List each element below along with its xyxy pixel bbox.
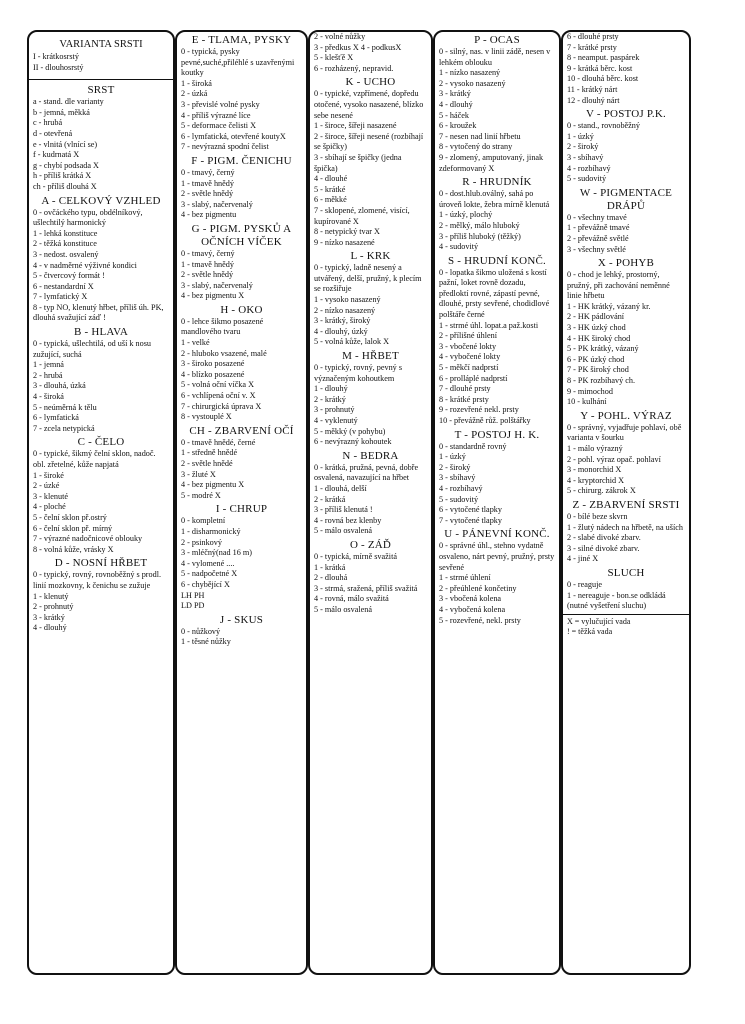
code-entry: 6 - chybějící X [181,579,230,589]
section-heading: L - KRK [350,250,391,263]
code-entry: 2 - převážně světlé [567,233,629,243]
code-entry: 8 - vystouplé X [181,412,232,422]
code-entry: 2 - úzké [33,481,60,491]
code-entry: 2 - široce, šířeji nesené (rozbíhají se špičky) [314,131,424,152]
code-entry: 4 - bez pigmentu X [181,480,245,490]
code-entry: 4 - příliš výrazné líce [181,110,251,120]
section-heading: V - POSTOJ P.K. [586,108,666,121]
code-entry: 5 - volná oční víčka X [181,380,254,390]
code-entry: 0 - typické, vzpřímené, dopředu otočené, vysoko nasazené, blízko sebe nesené [314,89,424,120]
code-entry: 1 - velké [181,338,210,348]
code-entry: 5 - chirurg. zákrok X [567,486,636,496]
code-entry: 3 - příliš klenutá ! [314,505,373,515]
code-entry: 1 - strmé úhlení [439,573,491,583]
code-entry: b - jemná, měkká [33,107,90,117]
code-entry: 2 - nízko nasazený [314,305,376,315]
code-entry: 1 - nízko nasazený [439,68,501,78]
code-entry: 10 - převážně růž. polštářky [439,416,531,425]
code-entry: 1 - HK krátký, vázaný kr. [567,301,651,311]
code-entry: 3 - slabý, načervenalý [181,280,253,290]
code-entry: 4 - dlouhý [439,99,473,109]
code-entry: 1 - nereaguje - bon.se odkládá (nutné vyšetření sluchu) [567,590,666,611]
section-heading: B - HLAVA [74,326,128,339]
code-entry: 4 - bez pigmentu [181,210,237,220]
section-heading: P - OCAS [474,34,520,46]
code-entry: 5 - modré X [181,490,221,500]
code-entry: II - dlouhosrstý [33,62,84,72]
code-entry: 2 - prohnutý [33,602,74,612]
code-entry: 0 - reaguje [567,579,603,589]
code-entry: 8 - netypický tvar X [314,227,380,237]
code-entry: 0 - typická, ušlechtilá, od uší k nosu zužující, suchá [33,339,152,359]
section-heading: VARIANTA SRSTI [59,39,143,50]
code-entry: LD PD [181,601,205,611]
code-entry: 2 - přeúhlené končetiny [439,583,517,593]
code-entry: 4 - blízko posazené [181,369,245,379]
code-entry: 7 - dlouhé prsty [439,384,491,394]
code-entry: 3 - předkus X 4 - podkusX [314,42,402,52]
code-entry: 0 - stand., rovnoběžný [567,121,640,131]
code-entry: 0 - typická, pysky pevné,suché,přiléhlé s uzavřenými koutky [181,47,295,78]
code-entry: 5 - rozevřené, nekl. prsty [439,615,521,625]
code-entry: 4 - kryptorchid X [567,475,625,485]
code-entry: 9 - nízko nasazené [314,237,375,247]
code-entry: 4 - v nadměrné výživné kondici [33,260,137,270]
code-entry: 4 - rozbíhavý [567,163,611,173]
code-entry: 2 - světle hnědé [181,459,233,468]
section-heading: O - ZÁĎ [349,538,392,551]
code-entry: 5 - málo osvalená [314,526,372,536]
code-entry: 6 - PK úzký chod [567,354,625,364]
code-entry: 3 - převislé volné pysky [181,99,260,109]
code-entry: 1 - dlouhá, delší [314,483,367,493]
code-entry: 5 - klešťě X [314,53,354,63]
code-entry: 6 - vchlípená oční v. X [181,391,256,401]
code-entry: 0 - kompletní [181,516,226,526]
code-entry: 1 - dlouhý [314,384,348,394]
column-1 [27,30,175,975]
code-entry: 2 - mělký, málo hluboký [439,220,520,230]
code-entry: 8 - neamput. paspárek [567,53,640,63]
code-entry: 6 - kroužek [439,121,477,131]
code-entry: 7 - nesen nad linií hřbetu [439,131,521,141]
code-entry: 1 - krátká [314,562,346,572]
code-entry: 5 - krátké [314,184,346,194]
section-heading: F - PIGM. ČENICHU [191,154,292,167]
code-entry: 8 - PK rozbíhavý ch. [567,376,635,386]
code-entry: 1 - široká [181,78,212,88]
code-entry: 0 - nůžkový [181,626,221,636]
code-entry: 4 - široká [33,392,64,402]
column-3 [308,30,433,975]
code-entry: 1 - klenutý [33,591,69,601]
section-heading: CH - ZBARVENÍ OČÍ [189,424,294,437]
code-entry: 7 - krátké prsty [567,42,617,52]
legend-box [563,614,689,638]
code-entry: 5 - deformace čelisti X [181,121,257,131]
code-entry: d - otevřená [33,128,73,138]
code-entry: 0 - silný, nas. v linii zádě, nesen v lehkém oblouku [439,47,551,67]
code-entry: 4 - vyklenutý [314,416,358,425]
code-entry: 2 - hluboko vsazené, malé [181,348,267,358]
code-entry: 1 - úzký [439,452,466,462]
code-entry: 2 - psinkový [181,537,222,547]
column-4 [433,30,561,975]
section-heading: N - BEDRA [342,449,399,462]
code-entry: 1 - tmavě hnědý [181,178,234,188]
code-entry: 1 - žlutý nádech na hřbetě, na uších [567,522,683,532]
code-entry: 0 - typický, rovný, rovnoběžný s prodl. linií mozkovny, k čenichu se zužuje [33,570,162,590]
code-entry: a - stand. dle varianty [33,97,104,107]
code-entry: 3 - silné divoké zbarv. [567,543,640,553]
code-entry: 6 - prolláplé nadprstí [439,373,508,383]
code-entry: 8 - volná kůže, vrásky X [33,544,114,554]
section-heading: H - OKO [220,303,263,316]
code-entry: 2 - vysoko nasazený [439,78,506,88]
code-entry: 0 - standardně rovný [439,441,507,451]
code-entry: 1 - vysoko nasazený [314,295,381,305]
code-entry: 4 - vybočená kolena [439,604,506,614]
code-entry: 4 - jiné X [567,554,599,564]
code-entry: 1 - převážně tmavé [567,223,630,233]
code-entry: 1 - lehká konstituce [33,228,98,238]
code-entry: 3 - krátký, široký [314,316,371,326]
code-entry: 1 - tmavě hnědý [181,259,234,269]
code-entry: 5 - málo osvalená [314,604,372,614]
code-entry: 9 - rozevřené nekl. prsty [439,405,519,415]
code-entry: 2 - světle hnědý [181,189,234,199]
code-entry: 3 - vbočené lokty [439,341,497,351]
code-entry: 2 - krátká [314,494,346,504]
code-entry: 2 - dlouhá [314,573,348,583]
code-entry: 0 - tmavý, černý [181,167,235,177]
code-entry: 2 - světle hnědý [181,270,234,280]
code-entry: 5 - nadpočetné X [181,569,238,579]
code-entry: LH PH [181,590,205,600]
code-entry: 0 - typický, ladně nesený a utvářený, delší, pružný, k plecím se rozšiřuje [314,263,422,294]
code-entry: 8 - typ NO, klenutý hřbet, příliš úh. PK, dlouhá svažující záď ! [33,302,164,323]
code-entry: 10 - kulhání [567,397,607,407]
code-entry: 4 - rovná bez klenby [314,515,382,525]
code-entry: 2 - široký [439,462,471,472]
code-entry: 1 - úzký [567,131,594,141]
code-entry: 6 - nevýrazný kohoutek [314,437,392,447]
code-entry: I - krátkosrstý [33,52,79,61]
code-entry: 9 - zlomený, amputovaný, jinak zdeformovaný X [439,152,544,173]
code-entry: 3 - široko posazené [181,359,245,369]
code-entry: c - hrubá [33,118,63,128]
section-heading: M - HŘBET [342,350,399,363]
code-entry: 3 - slabý, načervenalý [181,199,253,209]
code-entry: 5 - měkký (v pohybu) [314,426,386,436]
code-entry: 4 - dlouhý, úzký [314,326,368,336]
code-entry: 0 - bílé beze skvrn [567,511,628,521]
code-entry: 11 - krátký nárt [567,84,618,94]
code-entry: 4 - HK široký chod [567,333,631,343]
section-heading: U - PÁNEVNÍ KONČ. [444,528,550,541]
code-entry: 6 - vytočené tlapky [439,505,502,515]
code-entry: 5 - sudovitý [439,494,479,504]
section-heading: X - POHYB [597,257,655,270]
code-entry: 0 - lehce šikmo posazené mandlového tvaru [181,316,264,337]
code-entry: 8 - krátké prsty [439,394,489,404]
code-entry: 1 - disharmonický [181,526,241,536]
code-entry: 2 - pohl. výraz opač. pohlaví [567,454,661,464]
section-heading: SLUCH [607,566,645,579]
code-entry: 2 - těžká konstituce [33,239,97,249]
section-heading: Z - ZBARVENÍ SRSTI [572,498,680,511]
code-entry: 3 - sbíhavý [439,473,476,483]
code-entry: 6 - nestandardní X [33,281,94,291]
code-entry: 5 - háček [439,110,470,120]
code-entry: 7 - zcela netypická [33,423,95,433]
code-entry: f - kudrnatá X [33,150,80,160]
code-entry: 0 - typický, rovný, pevný s význačeným kohoutkem [314,363,403,383]
code-entry: 6 - dlouhé prsty [567,32,619,41]
code-entry: 0 - lopatka šikmo uložená s kostí pažní, loket rovně dozadu, předloktí rovné, zápastí pevné, dlouhé, prsty sevřené, chodidlové polštáře černé [439,267,550,320]
code-entry: 3 - krátký [33,612,65,622]
code-entry: 0 - tmavě hnědé, černé [181,437,256,447]
code-entry: 8 - vytočený do strany [439,142,513,152]
code-entry: 3 - klenuté [33,491,69,501]
code-entry: 3 - HK úzký chod [567,323,626,333]
code-entry: 3 - všechny světlé [567,244,626,254]
code-entry: 5 - měkčí nadprstí [439,363,499,373]
code-entry: 12 - dlouhý nárt [567,95,620,105]
code-entry: 4 - dlouhé [314,174,348,184]
code-entry: 1 - široké [33,470,64,480]
code-entry: 6 - rozházený, nepravid. [314,63,394,73]
code-entry: 3 - sbíhavý [567,152,604,162]
code-entry: 5 - čelní sklon př.ostrý [33,512,107,522]
code-entry: 1 - málo výrazný [567,444,623,453]
code-entry: 6 - lymfatická [33,413,79,423]
code-entry: 0 - tmavý, černý [181,248,235,258]
code-entry: 2 - široký [567,142,599,152]
code-entry: 4 - vybočené lokty [439,352,501,362]
code-entry: e - vlnitá (vlnící se) [33,139,98,149]
column-5 [561,30,691,975]
code-entry: 2 - hrubá [33,370,63,380]
code-entry: 5 - čtvercový formát ! [33,271,105,281]
code-entry: 5 - volná kůže, lalok X [314,337,390,347]
column-2 [175,30,308,975]
code-entry: 0 - typické, šikmý čelní sklon, nadoč. obl. zřetelné, kůže napjatá [33,449,156,469]
section-heading: J - SKUS [219,613,264,626]
code-entry: 2 - přílišné úhlení [439,331,497,341]
code-entry: 3 - sbíhají se špičky (jedna špička) [314,152,402,173]
code-entry: 7 - sklopené, zlomené, visící, kupírované X [314,205,410,226]
code-entry: 4 - dlouhý [33,623,67,633]
code-entry: X = vylučující vada [567,616,631,626]
code-entry: 2 - HK pádlování [567,312,625,322]
code-entry: 3 - příliš hluboký (těžký) [439,231,521,241]
code-entry: 3 - nedost. osvalený [33,249,99,259]
code-entry: 3 - žluté X [181,469,216,479]
code-entry: 7 - chirurgická úprava X [181,401,262,411]
code-entry: 2 - krátký [314,394,346,404]
section-heading: A - CELKOVÝ VZHLED [41,194,161,207]
code-entry: 3 - monorchid X [567,465,622,475]
code-entry: 7 - výrazné nadočnicové oblouky [33,534,143,544]
code-entry: h - příliš krátká X [33,171,92,181]
code-entry: 1 - široce, šířeji nasazené [314,121,397,131]
code-entry: 0 - ovčáckého typu, obdélníkový, ušlechtilý harmonický [33,207,143,228]
code-entry: 3 - prohnutý [314,405,355,415]
code-entry: 1 - těsné nůžky [181,637,231,647]
code-entry: 4 - vylomené .... [181,558,235,568]
section-heading: W - PIGMENTACE DRÁPŮ [579,186,673,212]
code-entry: 4 - bez pigmentu X [181,291,245,301]
code-entry: 5 - PK krátký, vázaný [567,344,639,354]
code-entry: 1 - jemná [33,360,64,370]
code-entry: 4 - rozbíhavý [439,483,483,493]
code-entry: 7 - nevýrazná spodní čelist [181,142,269,152]
code-entry: 6 - čelní sklon př. mírný [33,523,113,533]
code-entry: 7 - PK široký chod [567,365,629,375]
section-heading: E - TLAMA, PYSKY [191,34,292,46]
section-heading: Y - POHL. VÝRAZ [580,409,672,422]
code-entry: ! = těžká vada [567,627,613,637]
code-entry: 6 - měkké [314,195,347,205]
section-heading: I - CHRUP [215,503,268,516]
code-entry: 0 - typická, mírně svažitá [314,551,397,561]
code-entry: 0 - správné úhl., stehno vydatně osvaleno, nárt pevný, pružný, prsty sevřené [439,541,555,572]
code-entry: g - chybí podsada X [33,160,99,170]
code-entry: 5 - neúměrná k tělu [33,402,97,412]
section-heading: D - NOSNÍ HŘBET [54,557,148,570]
code-entry: 1 - strmé úhl. lopat.a paž.kosti [439,320,539,330]
code-entry: 6 - lymfatická, otevřené koutyX [181,131,286,141]
code-entry: 2 - úzká [181,89,208,99]
section-heading: R - HRUDNÍK [462,176,532,189]
code-entry: 3 - strmá, sražená, příliš svažitá [314,583,418,593]
section-heading: K - UCHO [345,76,396,89]
code-entry: 4 - ploché [33,502,66,512]
code-entry: 9 - mimochod [567,386,613,396]
code-entry: 3 - krátký [439,89,471,99]
code-entry: 0 - správný, vyjadřuje pohlaví, obě varianta v šourku [567,422,682,443]
code-entry: 2 - volné nůžky [314,32,366,41]
code-entry: ch - příliš dlouhá X [33,181,97,191]
code-entry: 9 - krátká běrc. kost [567,63,633,73]
section-heading: C - ČELO [77,436,125,449]
code-entry: 7 - vytočené tlapky [439,515,502,525]
variant-box [29,32,173,80]
section-heading: SRST [87,84,115,97]
section-heading: T - POSTOJ H. K. [454,428,540,441]
code-entry: 3 - mléčný(nad 16 m) [181,548,252,558]
section-heading: G - PIGM. PYSKŮ A OČNÍCH VÍČEK [191,222,292,248]
code-entry: 3 - dlouhá, úzká [33,381,86,391]
code-entry: 0 - chod je lehký, prostorný, pružný, při zachování neměnné linie hřbetu [567,270,670,301]
code-entry: 3 - vbočená kolena [439,594,502,604]
code-entry: 0 - dost.hlub.oválný, sahá po úroveň lokte, žebra mírně klenutá [439,189,550,209]
code-entry: 10 - dlouhá běrc. kost [567,74,639,84]
code-entry: 0 - všechny tmavé [567,212,627,222]
code-entry: 4 - sudovitý [439,242,479,252]
code-entry: 7 - lymfatický X [33,292,88,302]
code-entry: 1 - středně hnědé [181,448,238,458]
code-entry: 4 - rovná, málo svažitá [314,594,389,604]
code-entry: 0 - krátká, pružná, pevná, dobře osvalená, navazující na hřbet [314,462,419,483]
code-entry: 5 - sudovitý [567,174,607,184]
code-entry: 1 - úzký, plochý [439,210,493,220]
code-entry: 2 - slabé divoké zbarv. [567,533,641,543]
section-heading: S - HRUDNÍ KONČ. [448,254,546,267]
